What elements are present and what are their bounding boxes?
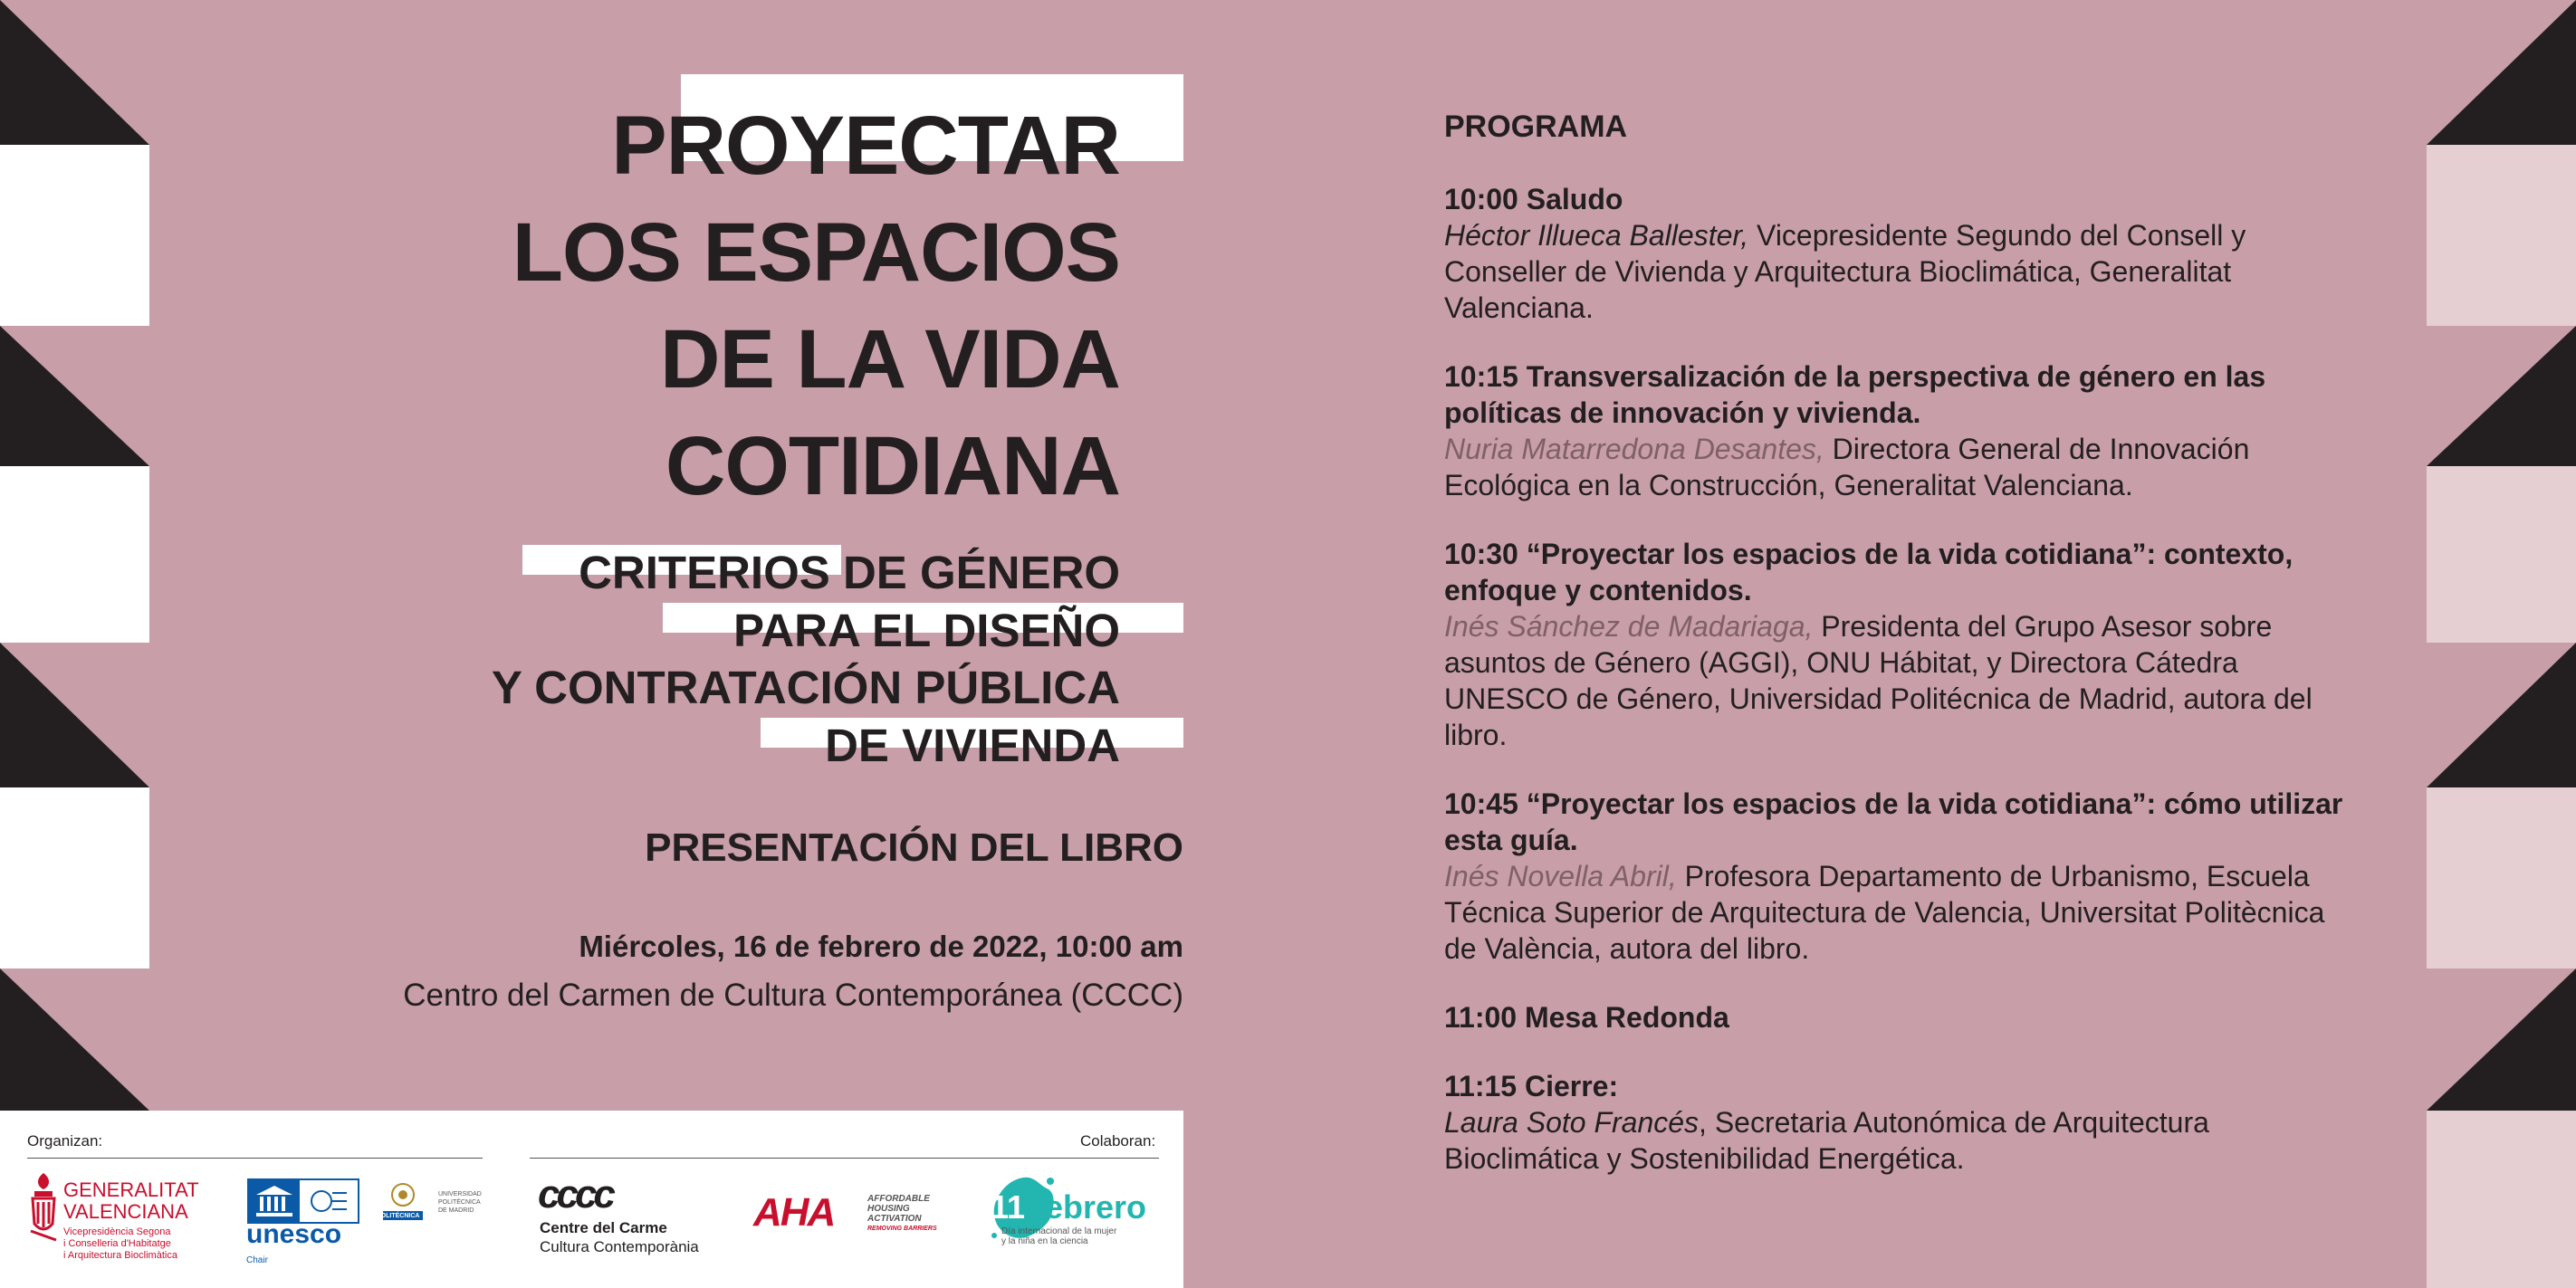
program-item — [1444, 358, 2350, 503]
subtitle-line-3: Y CONTRATACIÓN PÚBLICA — [491, 662, 1120, 713]
program-item — [1444, 786, 2350, 967]
subtitle-line-2: PARA EL DISEÑO — [733, 605, 1120, 656]
program-item-title: 10:30 “Proyectar los espacios de la vida cotidiana”: contexto, enfoque y contenidos. — [1444, 538, 2294, 606]
event-venue: Centro del Carmen de Cultura Contemporánea (CCCC) — [403, 978, 1183, 1013]
aha-text-2: HOUSING — [867, 1204, 910, 1214]
program-item — [1444, 1068, 2350, 1177]
aha-text-1: AFFORDABLE — [867, 1194, 930, 1204]
upm-band-text: POLITÉCNICA — [377, 1213, 420, 1219]
febrero-11: 11 — [991, 1188, 1026, 1226]
event-date: Miércoles, 16 de febrero de 2022, 10:00 am — [579, 930, 1183, 963]
program-item-title: 11:00 Mesa Redonda — [1444, 1001, 1729, 1034]
title-line-3: DE LA VIDA — [660, 313, 1120, 405]
right-pale-band-2 — [2427, 466, 2576, 643]
gv-sub-3: i Arquitectura Bioclimàtica — [63, 1250, 177, 1261]
title-line-1: PROYECTAR — [611, 100, 1120, 192]
program-item — [1444, 181, 2350, 326]
subtitle-line-4: DE VIVIENDA — [825, 720, 1120, 771]
right-pale-band-1 — [2427, 145, 2576, 326]
sponsor-footer — [0, 1111, 1183, 1288]
right-geometric-border — [2427, 0, 2576, 1288]
right-triangle-2 — [2427, 326, 2576, 466]
febrero-text: Febrero — [1025, 1188, 1147, 1226]
cccc-name-2: Cultura Contemporània — [540, 1238, 699, 1255]
febrero-sub-2: y la niña en la ciencia — [1001, 1236, 1088, 1246]
title-line-4: COTIDIANA — [665, 420, 1120, 512]
left-white-band-1 — [0, 145, 149, 326]
program-item-speaker: Nuria Matarredona Desantes, — [1444, 433, 1824, 465]
aha-mark: AHA — [753, 1190, 835, 1235]
unesco-text: unesco — [246, 1219, 342, 1249]
right-triangle-4 — [2427, 968, 2576, 1111]
left-triangle-3 — [0, 643, 149, 787]
unesco-chair-icon — [305, 1186, 352, 1216]
program-section — [1444, 109, 2350, 1209]
program-item-desc: Profesora Departamento de Urbanismo, Escuela Técnica Superior de Arquitectura de Valencia, Universitat Politècnica de València, autora del libro. — [1444, 860, 2325, 965]
unesco-temple-icon — [249, 1180, 300, 1222]
right-triangle-3 — [2427, 643, 2576, 787]
left-triangle-1 — [0, 0, 149, 145]
program-item-title: 10:15 Transversalización de la perspectiva de género en las políticas de innovación y vivienda. — [1444, 360, 2266, 429]
aha-text-4: REMOVING BARRIERS — [867, 1226, 937, 1232]
program-heading: PROGRAMA — [1444, 110, 1628, 144]
colaboran-label: Colaboran: — [1080, 1132, 1156, 1150]
gv-name-2: VALENCIANA — [63, 1200, 188, 1223]
right-pale-band-4 — [2427, 1111, 2576, 1288]
gv-name-1: GENERALITAT — [63, 1178, 199, 1201]
program-item-desc: Directora General de Innovación Ecológica en la Construcción, Generalitat Valenciana. — [1444, 433, 2250, 501]
organizan-label: Organizan: — [27, 1132, 103, 1150]
program-item-desc: Vicepresidente Segundo del Consell y Conseller de Vivienda y Arquitectura Bioclimática, Generalitat Valenciana. — [1444, 219, 2246, 324]
left-white-band-2 — [0, 466, 149, 643]
organizan-divider — [27, 1158, 483, 1159]
program-item-speaker: Inés Novella Abril, — [1444, 860, 1677, 892]
program-item-title: 10:45 “Proyectar los espacios de la vida cotidiana”: cómo utilizar esta guía. — [1444, 787, 2343, 856]
program-item-desc: Presidenta del Grupo Asesor sobre asuntos de Género (AGGI), ONU Hábitat, y Directora Cátedra UNESCO de Género, Universidad Politécnica de Madrid, autora del libro. — [1444, 610, 2313, 751]
cccc-name-1: Centre del Carme — [540, 1219, 667, 1236]
program-item-speaker: Laura Soto Francés — [1444, 1106, 1700, 1139]
unesco-frame — [247, 1178, 359, 1224]
gv-sub-1: Vicepresidència Segona — [63, 1226, 171, 1237]
upm-text-3: DE MADRID — [438, 1207, 474, 1214]
gv-emblem-icon — [27, 1169, 60, 1244]
febrero-sub-1: Día internacional de la mujer — [1001, 1226, 1117, 1236]
left-triangle-2 — [0, 326, 149, 466]
title-line-2: LOS ESPACIOS — [512, 206, 1120, 299]
left-white-band-3 — [0, 787, 149, 968]
subtitle-line-1: CRITERIOS DE GÉNERO — [579, 547, 1120, 598]
gv-sub-2: i Conselleria d'Habitatge — [63, 1238, 171, 1249]
presentation-heading: PRESENTACIÓN DEL LIBRO — [645, 825, 1183, 870]
program-item-speaker: Héctor Illueca Ballester, — [1444, 219, 1749, 252]
left-geometric-border — [0, 0, 149, 1288]
cccc-mark: cccc — [538, 1172, 612, 1216]
upm-text-1: UNIVERSIDAD — [438, 1191, 482, 1197]
program-item — [1444, 999, 2350, 1035]
right-triangle-1 — [2427, 0, 2576, 145]
program-item-title: 10:00 Saludo — [1444, 183, 1623, 215]
right-pale-band-3 — [2427, 787, 2576, 968]
left-triangle-4 — [0, 968, 149, 1111]
aha-text-3: ACTIVATION — [867, 1214, 922, 1224]
unesco-chair-text: Chair — [246, 1255, 268, 1265]
colaboran-divider — [530, 1158, 1159, 1159]
program-item-speaker: Inés Sánchez de Madariaga, — [1444, 610, 1814, 643]
program-item-desc: , Secretaria Autonómica de Arquitectura Bioclimática y Sostenibilidad Energética. — [1444, 1106, 2209, 1175]
program-item — [1444, 536, 2350, 753]
upm-text-2: POLITÉCNICA — [438, 1199, 481, 1206]
program-item-title: 11:15 Cierre: — [1444, 1070, 1619, 1102]
